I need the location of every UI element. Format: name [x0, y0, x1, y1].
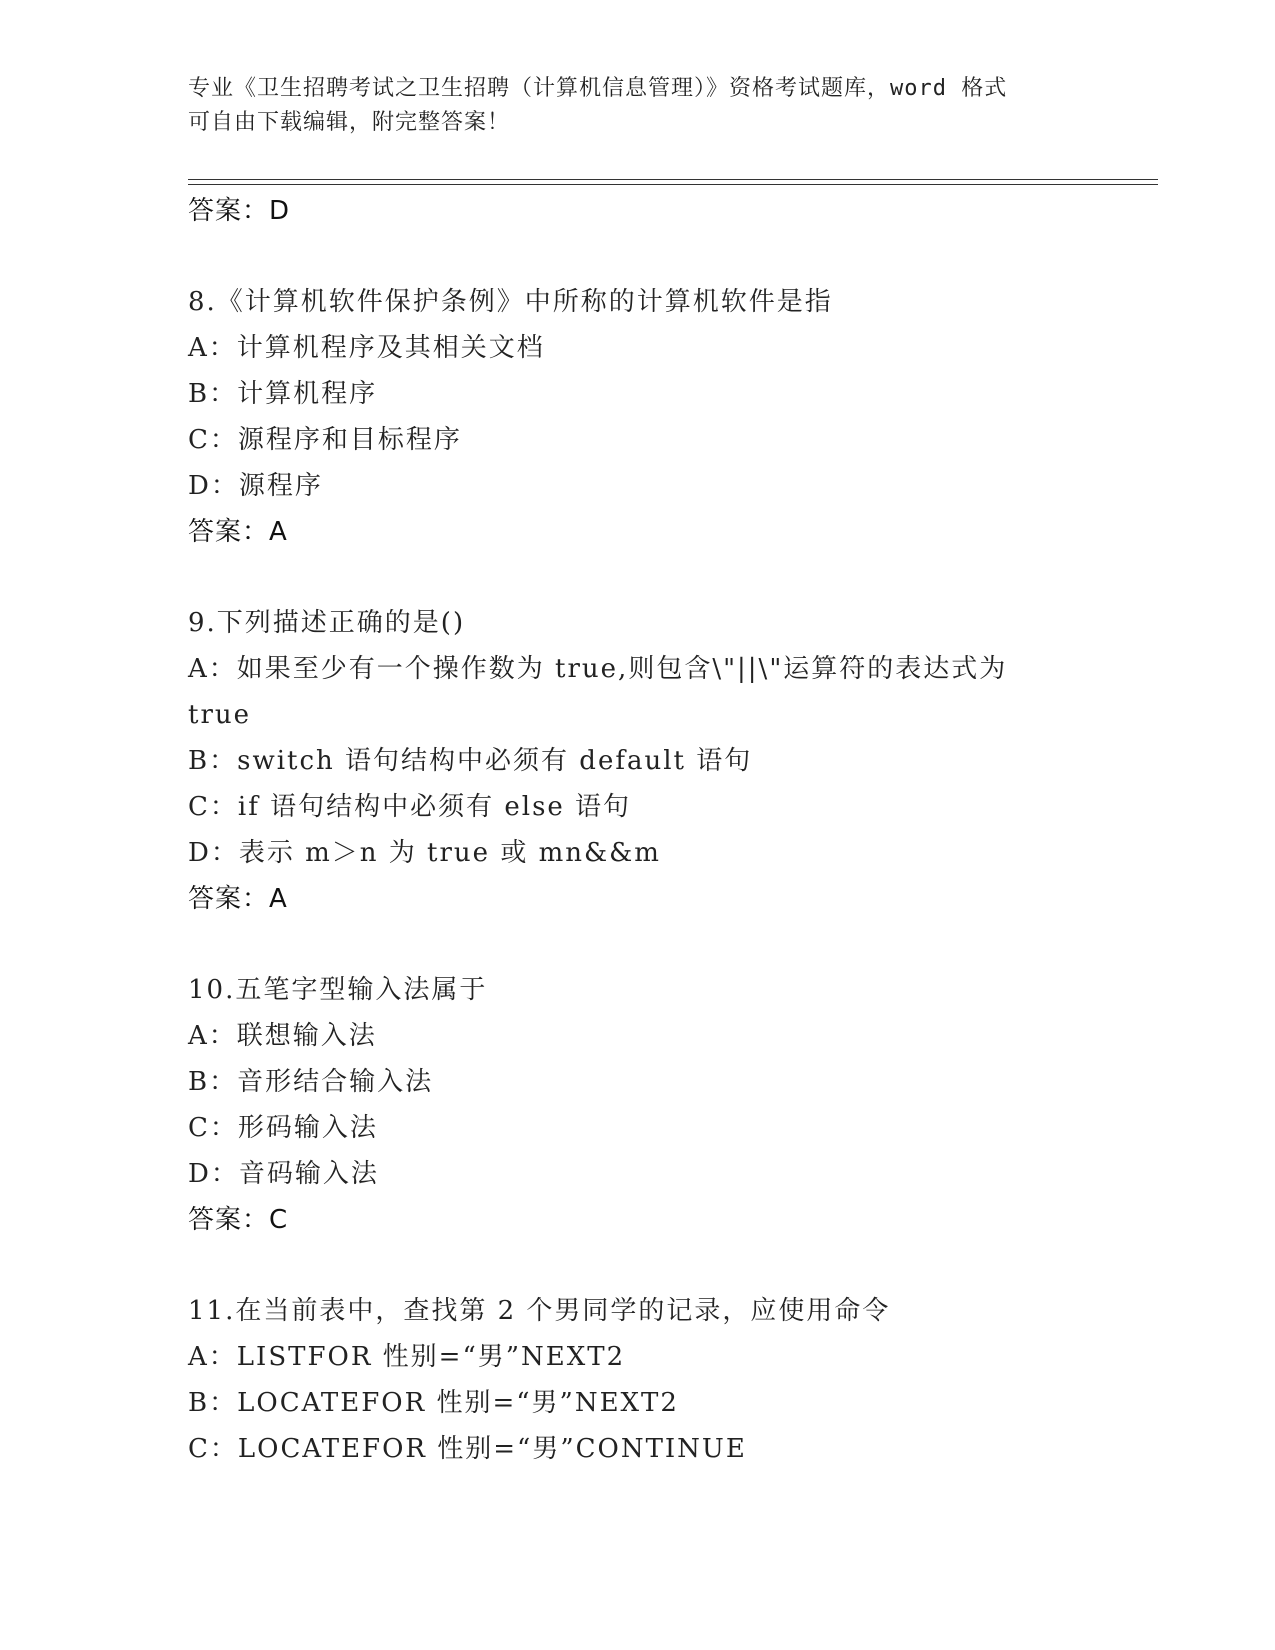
- spacer: [188, 234, 1148, 279]
- option-d: D：源程序: [188, 471, 323, 501]
- page-header: [188, 72, 1088, 140]
- header-line-1: 专业《卫生招聘考试之卫生招聘（计算机信息管理）》资格考试题库，word 格式: [188, 76, 1008, 101]
- question-stem: 8.《计算机软件保护条例》中所称的计算机软件是指: [188, 287, 833, 317]
- spacer: [188, 922, 1148, 967]
- option-b: B：音形结合输入法: [188, 1067, 434, 1097]
- option-c: C：if 语句结构中必须有 else 语句: [188, 792, 632, 822]
- spacer: [188, 1243, 1148, 1288]
- question-11: [188, 1288, 1148, 1472]
- question-stem: 10.五笔字型输入法属于: [188, 975, 488, 1005]
- option-c: C：形码输入法: [188, 1113, 378, 1143]
- question-9: [188, 600, 1148, 922]
- option-a: A：计算机程序及其相关文档: [188, 333, 545, 363]
- option-a: A：如果至少有一个操作数为 true,则包含\"||\"运算符的表达式为: [188, 654, 1008, 684]
- option-a: A：LISTFOR 性别=“男”NEXT2: [188, 1342, 626, 1372]
- option-c: C：LOCATEFOR 性别=“男”CONTINUE: [188, 1434, 747, 1464]
- question-10: [188, 967, 1148, 1243]
- question-stem: 9.下列描述正确的是(): [188, 608, 466, 638]
- option-a-continued: true: [188, 700, 252, 730]
- header-rule-bottom: [188, 184, 1158, 185]
- spacer: [188, 555, 1148, 600]
- answer: 答案：A: [188, 517, 288, 547]
- option-d: D：音码输入法: [188, 1159, 379, 1189]
- question-stem: 11.在当前表中，查找第 2 个男同学的记录，应使用命令: [188, 1296, 891, 1326]
- question-list: [188, 188, 1148, 1472]
- option-c: C：源程序和目标程序: [188, 425, 462, 455]
- answer: 答案：C: [188, 1205, 289, 1235]
- option-b: B：switch 语句结构中必须有 default 语句: [188, 746, 753, 776]
- option-d: D：表示 m＞n 为 true 或 mn&&m: [188, 838, 661, 868]
- header-rule-top: [188, 179, 1158, 180]
- header-line-2: 可自由下载编辑，附完整答案！: [188, 110, 511, 135]
- answer: 答案：A: [188, 884, 288, 914]
- question-8: [188, 279, 1148, 555]
- previous-answer: 答案：D: [188, 196, 291, 226]
- option-b: B：LOCATEFOR 性别=“男”NEXT2: [188, 1388, 679, 1418]
- option-b: B：计算机程序: [188, 379, 378, 409]
- option-a: A：联想输入法: [188, 1021, 377, 1051]
